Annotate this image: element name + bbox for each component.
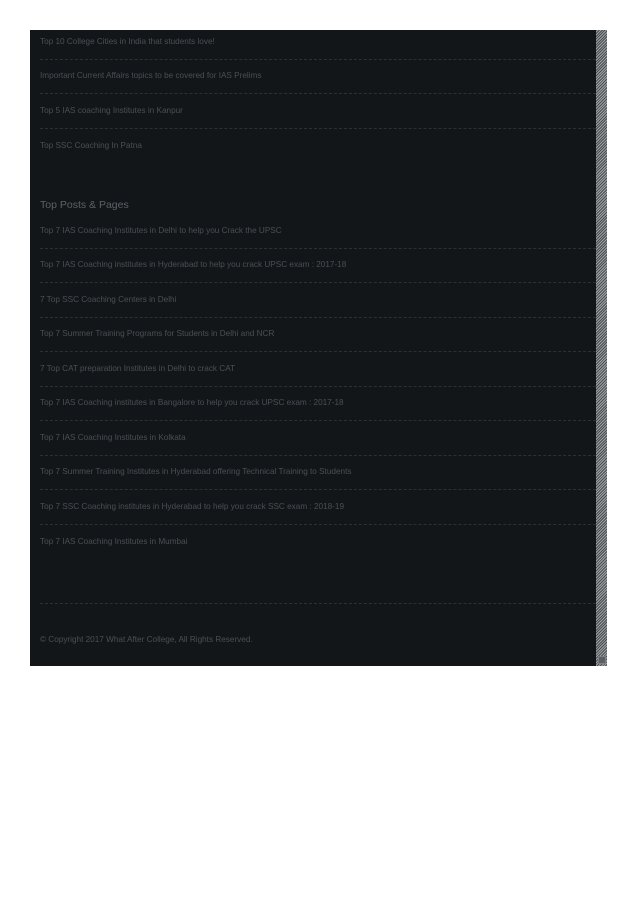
- recent-post-link[interactable]: Top 10 College Cities in India that students love!: [40, 36, 215, 46]
- recent-post-link[interactable]: Important Current Affairs topics to be covered for IAS Prelims: [40, 71, 262, 81]
- top-post-link[interactable]: Top 7 IAS Coaching institutes in Bangalore to help you crack UPSC exam : 2017-18: [40, 398, 344, 408]
- recent-post-link[interactable]: Top SSC Coaching In Patna: [40, 140, 142, 150]
- list-item: [40, 421, 596, 456]
- vertical-scrollbar[interactable]: [596, 30, 607, 666]
- recent-posts-list: [40, 30, 596, 163]
- recent-post-link[interactable]: Top 5 IAS coaching Institutes in Kanpur: [40, 105, 183, 115]
- top-post-link[interactable]: Top 7 Summer Training Programs for Students in Delhi and NCR: [40, 329, 275, 339]
- list-item: [40, 352, 596, 387]
- top-post-link[interactable]: Top 7 IAS Coaching Institutes in Delhi to help you Crack the UPSC: [40, 225, 282, 235]
- list-item: [40, 129, 596, 164]
- list-item: [40, 490, 596, 525]
- list-item: [40, 525, 596, 560]
- list-item: [40, 283, 596, 318]
- top-post-link[interactable]: Top 7 IAS Coaching institutes in Hyderabad to help you crack UPSC exam : 2017-18: [40, 260, 347, 270]
- top-posts-list: [40, 214, 596, 559]
- list-item: [40, 456, 596, 491]
- sidebar-widgets: [40, 30, 596, 559]
- top-post-link[interactable]: Top 7 Summer Training Institutes in Hyderabad offering Technical Training to Students: [40, 467, 352, 477]
- top-post-link[interactable]: 7 Top SSC Coaching Centers in Delhi: [40, 294, 177, 304]
- list-item: [40, 214, 596, 249]
- list-item: [40, 387, 596, 422]
- list-item: [40, 30, 596, 60]
- copyright-text: © Copyright 2017 What After College, All Rights Reserved.: [40, 635, 253, 644]
- list-item: [40, 318, 596, 353]
- top-post-link[interactable]: Top 7 SSC Coaching institutes in Hyderabad to help you crack SSC exam : 2018-19: [40, 501, 345, 511]
- footer-divider: [40, 603, 596, 604]
- list-item: [40, 249, 596, 284]
- top-post-link[interactable]: 7 Top CAT preparation Institutes in Delhi to crack CAT: [40, 363, 236, 373]
- widget-spacer: [40, 163, 596, 194]
- sidebar-panel: [30, 30, 607, 666]
- top-posts-title: Top Posts & Pages: [40, 199, 129, 211]
- top-post-link[interactable]: Top 7 IAS Coaching Institutes in Mumbai: [40, 536, 188, 546]
- scrollbar-thumb[interactable]: [598, 656, 606, 664]
- top-post-link[interactable]: Top 7 IAS Coaching Institutes in Kolkata: [40, 432, 186, 442]
- list-item: [40, 60, 596, 95]
- list-item: [40, 94, 596, 129]
